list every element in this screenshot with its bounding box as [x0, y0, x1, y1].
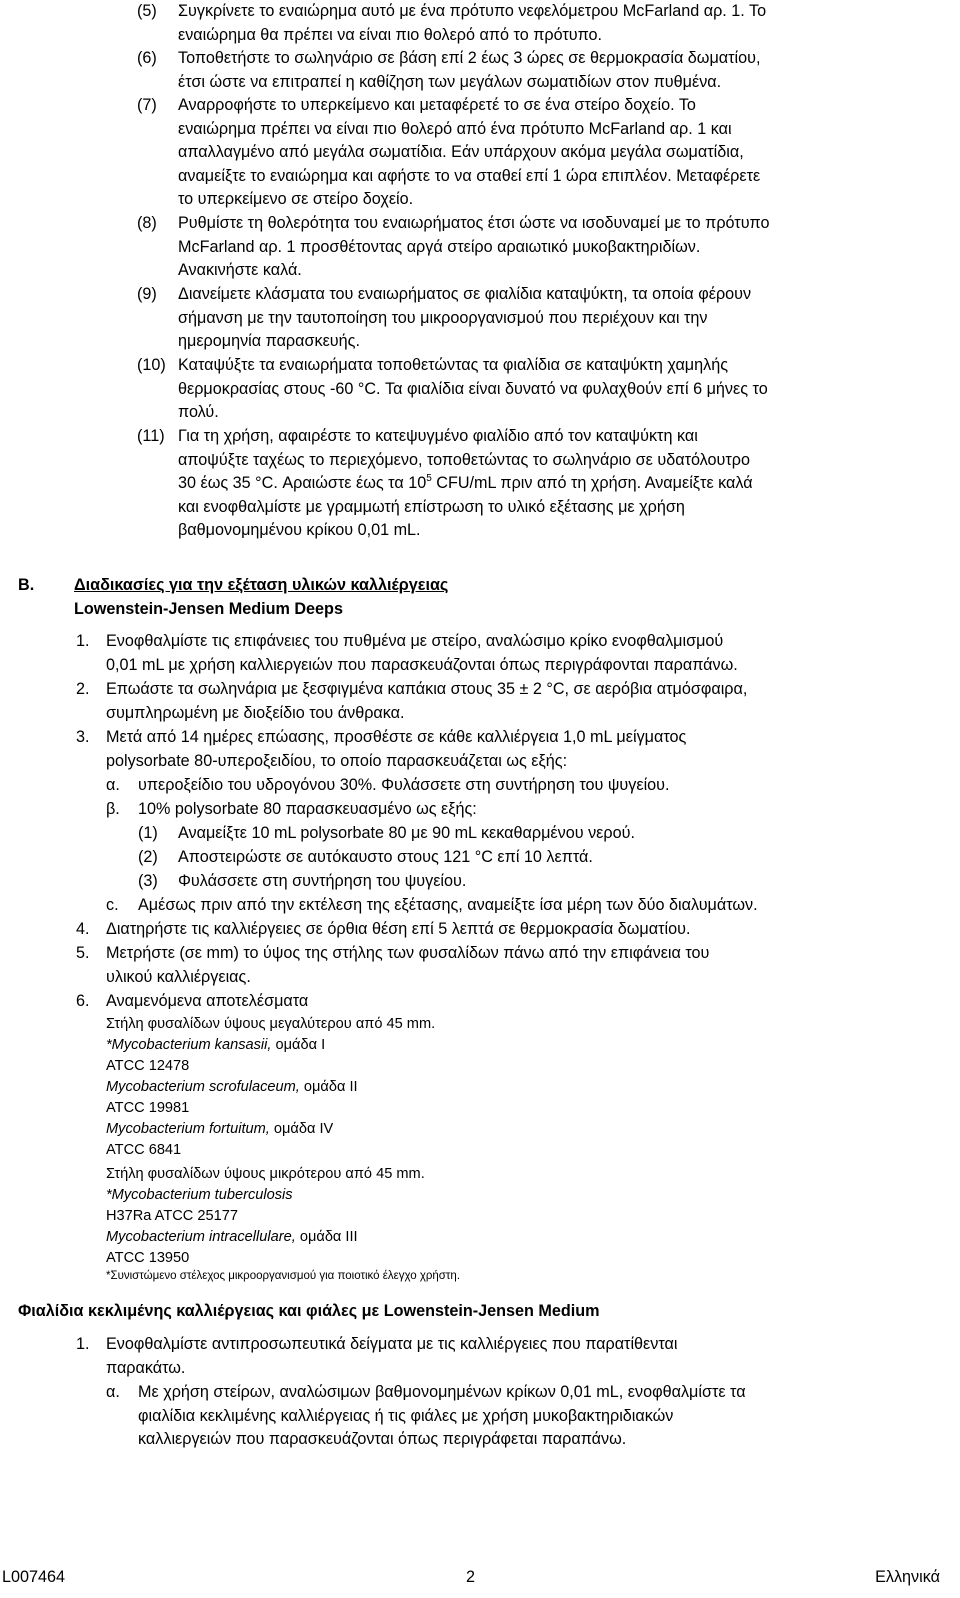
step-5-line-1: Συγκρίνετε το εναιώρημα αυτό με ένα πρότυπο νεφελόμετρου McFarland αρ. 1. Το [178, 2, 767, 20]
step-7-line-4: αναμείξτε το εναιώρημα και αφήστε το να σταθεί επί 1 ώρα επιπλέον. Μεταφέρετε [178, 166, 761, 185]
section-b-item-5-line-2: υλικού καλλιέργειας. [106, 967, 251, 986]
section-c-item-1-line-2: παρακάτω. [106, 1358, 186, 1377]
step-8-label: (8) [137, 214, 157, 232]
sub-item-b-1 [138, 822, 938, 846]
step-11-label: (11) [137, 427, 165, 445]
section-c-item-1 [76, 1333, 946, 1380]
result-organism [106, 1077, 806, 1098]
step-10-line-1: Καταψύξτε τα εναιωρήματα τοποθετώντας τα φιαλίδια σε καταψύκτη χαμηλής [178, 356, 729, 374]
footer-page-number: 2 [466, 1568, 476, 1586]
exponent: 5 [426, 472, 432, 484]
section-b-title-line-1: Διαδικασίες για την εξέταση υλικών καλλιέργειας [74, 576, 449, 594]
sub-item-b-2-label: (2) [138, 848, 158, 866]
step-5-label: (5) [137, 2, 157, 20]
step-7-line-1: Αναρροφήστε το υπερκείμενο και μεταφέρετέ το σε ένα στείρο δοχείο. Το [178, 96, 696, 114]
result-organism-name: Mycobacterium intracellulare, [106, 1229, 296, 1245]
result-organism [106, 1227, 806, 1248]
section-c-sub-item-a-line-1: Με χρήση στείρων, αναλώσιμων βαθμονομημένων κρίκων 0,01 mL, ενοφθαλμίστε τα [138, 1383, 746, 1401]
sub-item-a-label: α. [106, 776, 120, 794]
section-b-item-4-line-1: Διατηρήστε τις καλλιέργειες σε όρθια θέση επί 5 λεπτά σε θερμοκρασία δωματίου. [106, 920, 691, 938]
section-c-item-1-line-1: Ενοφθαλμίστε αντιπροσωπευτικά δείγματα με τις καλλιέργειες που παρατίθενται [106, 1335, 678, 1353]
step-9-line-2: σήμανση με την ταυτοποίηση του μικροοργανισμού που περιέχουν και την [178, 308, 708, 327]
sub-item-b-1-label: (1) [138, 824, 158, 842]
section-b-item-1 [76, 630, 946, 677]
result-over-45mm-heading: Στήλη φυσαλίδων ύψους μεγαλύτερου από 45 mm. [106, 1016, 436, 1032]
section-b-title-line-2: Lowenstein-Jensen Medium Deeps [74, 599, 343, 618]
section-b-item-6 [76, 990, 946, 1014]
step-7-line-2: εναιώρημα πρέπει να είναι πιο θολερό από ένα πρότυπο McFarland αρ. 1 και [178, 119, 732, 138]
result-atcc: ATCC 13950 [106, 1250, 190, 1266]
step-6-line-1: Τοποθετήστε το σωληνάριο σε βάση επί 2 έως 3 ώρες σε θερμοκρασία δωματίου, [178, 49, 761, 67]
sub-item-b [106, 798, 946, 822]
result-organism-name: *Mycobacterium tuberculosis [106, 1187, 293, 1203]
section-b-item-1-line-2: 0,01 mL με χρήση καλλιεργειών που παρασκευάζονται όπως περιγράφονται παραπάνω. [106, 655, 738, 674]
sub-item-b-label: β. [106, 800, 120, 818]
step-11-line-3b: CFU/mL πριν από τη χρήση. Αναμείξτε καλά [431, 474, 753, 493]
step-9-line-3: ημερομηνία παρασκευής. [178, 332, 360, 351]
section-c-sub-item-a [106, 1381, 946, 1452]
sub-item-b-2 [138, 846, 938, 870]
result-atcc: ATCC 12478 [106, 1058, 190, 1074]
section-b-item-5-label: 5. [76, 944, 90, 962]
result-organism-group: ομάδα III [295, 1229, 358, 1245]
step-11-line-5: βαθμονομημένου κρίκου 0,01 mL. [178, 521, 421, 540]
section-b-item-1-label: 1. [76, 632, 90, 650]
section-b-letter: B. [18, 576, 35, 594]
section-c-title: Φιαλίδια κεκλιμένης καλλιέργειας και φιάλες με Lowenstein-Jensen Medium [18, 1302, 600, 1320]
step-9 [137, 283, 937, 354]
result-organism [106, 1035, 806, 1056]
sub-item-c-label: c. [106, 896, 119, 914]
section-c-sub-item-a-line-2: φιαλίδια κεκλιμένης καλλιέργειας ή τις φιάλες με χρήση μυκοβακτηριδιακών [138, 1406, 674, 1425]
sub-item-c [106, 894, 956, 918]
step-7-line-3: απαλλαγμένο από μεγάλα σωματίδια. Εάν υπάρχουν ακόμα μεγάλα σωματίδια, [178, 143, 744, 162]
section-b-item-3 [76, 726, 946, 773]
section-b-item-3-line-1: Μετά από 14 ημέρες επώασης, προσθέστε σε κάθε καλλιέργεια 1,0 mL μείγματος [106, 728, 687, 746]
step-9-label: (9) [137, 285, 157, 303]
result-organism-group: ομάδα IV [269, 1121, 334, 1137]
step-5 [137, 0, 937, 47]
sub-item-a [106, 774, 946, 798]
section-b-item-3-label: 3. [76, 728, 90, 746]
sub-item-b-3-label: (3) [138, 872, 158, 890]
result-organism-name: Mycobacterium fortuitum, [106, 1121, 270, 1137]
step-7 [137, 94, 937, 212]
step-11-line-4: και ενοφθαλμίστε με γραμμωτή επίστρωση το υλικό εξέτασης με χρήση [178, 497, 685, 516]
result-organism [106, 1119, 806, 1140]
step-8 [137, 212, 937, 283]
sub-item-b-1-text: Αναμείξτε 10 mL polysorbate 80 με 90 mL κεκαθαρμένου νερού. [178, 824, 635, 842]
step-9-line-1: Διανείμετε κλάσματα του εναιωρήματος σε φιαλίδια καταψύκτη, τα οποία φέρουν [178, 285, 752, 303]
step-11-line-1: Για τη χρήση, αφαιρέστε το κατεψυγμένο φιαλίδιο από τον καταψύκτη και [178, 427, 698, 445]
section-b-item-6-label: 6. [76, 992, 90, 1010]
section-b-item-3-line-2: polysorbate 80-υπεροξειδίου, το οποίο παρασκευάζεται ως εξής: [106, 751, 568, 770]
step-10-line-2: θερμοκρασίας στους -60 °C. Τα φιαλίδια είναι δυνατό να φυλαχθούν επί 6 μήνες το [178, 379, 768, 398]
result-under-45mm-heading: Στήλη φυσαλίδων ύψους μικρότερου από 45 mm. [106, 1166, 425, 1182]
sub-item-b-text: 10% polysorbate 80 παρασκευασμένο ως εξής: [138, 800, 477, 818]
section-c-item-1-label: 1. [76, 1335, 90, 1353]
section-b-item-2-line-1: Επωάστε τα σωληνάρια με ξεσφιγμένα καπάκια στους 35 ± 2 °C, σε αερόβια ατμόσφαιρα, [106, 680, 748, 698]
section-c-sub-item-a-line-3: καλλιεργειών που παρασκευάζονται όπως περιγράφεται παραπάνω. [138, 1430, 627, 1449]
section-b-item-4-label: 4. [76, 920, 90, 938]
sub-item-a-text: υπεροξείδιο του υδρογόνου 30%. Φυλάσσετε στη συντήρηση του ψυγείου. [138, 776, 670, 794]
step-8-line-3: Ανακινήστε καλά. [178, 261, 302, 280]
step-7-label: (7) [137, 96, 157, 114]
footer-language: Ελληνικά [875, 1568, 940, 1586]
footer-doc-id: L007464 [2, 1568, 66, 1586]
qc-footnote: *Συνιστώμενο στέλεχος μικροοργανισμού για ποιοτικό έλεγχο χρήστη. [106, 1270, 461, 1282]
expected-results [106, 1014, 806, 1283]
step-11 [137, 425, 937, 543]
section-b-item-2-label: 2. [76, 680, 90, 698]
step-10-line-3: πολύ. [178, 403, 219, 422]
section-b-item-2-line-2: συμπληρωμένη με διοξείδιο του άνθρακα. [106, 703, 405, 722]
step-5-line-2: εναιώρημα θα πρέπει να είναι πιο θολερό από το πρότυπο. [178, 25, 603, 44]
section-b-item-5 [76, 942, 946, 989]
step-6-label: (6) [137, 49, 157, 67]
section-b-item-6-line-1: Αναμενόμενα αποτελέσματα [106, 992, 309, 1010]
section-b-item-5-line-1: Μετρήστε (σε mm) το ύψος της στήλης των φυσαλίδων πάνω από την επιφάνεια του [106, 944, 710, 962]
step-10 [137, 354, 937, 425]
step-6 [137, 47, 937, 94]
sub-item-b-3-text: Φυλάσσετε στη συντήρηση του ψυγείου. [178, 872, 467, 890]
section-b-title [74, 574, 448, 621]
sub-item-c-text: Αμέσως πριν από την εκτέλεση της εξέτασης, αναμείξτε ίσα μέρη των δύο διαλυμάτων. [138, 896, 758, 914]
section-b-item-4 [76, 918, 946, 942]
result-atcc: ATCC 6841 [106, 1142, 182, 1158]
sub-item-b-2-text: Αποστειρώστε σε αυτόκαυστο στους 121 °C επί 10 λεπτά. [178, 848, 593, 866]
result-organism-name: Mycobacterium scrofulaceum, [106, 1079, 300, 1095]
step-8-line-1: Ρυθμίστε τη θολερότητα του εναιωρήματος έτσι ώστε να ισοδυναμεί με το πρότυπο [178, 214, 770, 232]
sub-item-b-3 [138, 870, 938, 894]
step-7-line-5: το υπερκείμενο σε στείρο δοχείο. [178, 190, 414, 209]
step-11-line-3 [178, 472, 937, 496]
result-strain: H37Ra ATCC 25177 [106, 1208, 238, 1224]
step-10-label: (10) [137, 356, 166, 374]
step-8-line-2: McFarland αρ. 1 προσθέτοντας αργά στείρο αραιωτικό μυκοβακτηριδίων. [178, 237, 701, 256]
section-b-item-1-line-1: Ενοφθαλμίστε τις επιφάνειες του πυθμένα με στείρο, αναλώσιμο κρίκο ενοφθαλμισμού [106, 632, 724, 650]
result-organism-group: ομάδα II [299, 1079, 358, 1095]
step-11-line-3a: 30 έως 35 °C. Αραιώστε έως τα 10 [178, 474, 427, 493]
step-11-line-2: αποψύξτε ταχέως το περιεχόμενο, τοποθετώντας το σωληνάριο σε υδατόλουτρο [178, 450, 750, 469]
section-b-item-2 [76, 678, 946, 725]
result-organism-name: *Mycobacterium kansasii, [106, 1037, 272, 1053]
result-atcc: ATCC 19981 [106, 1100, 190, 1116]
result-organism-group: ομάδα I [271, 1037, 326, 1053]
step-6-line-2: έτσι ώστε να επιτραπεί η καθίζηση των μεγάλων σωματιδίων στον πυθμένα. [178, 72, 722, 91]
section-c-sub-item-a-label: α. [106, 1383, 120, 1401]
